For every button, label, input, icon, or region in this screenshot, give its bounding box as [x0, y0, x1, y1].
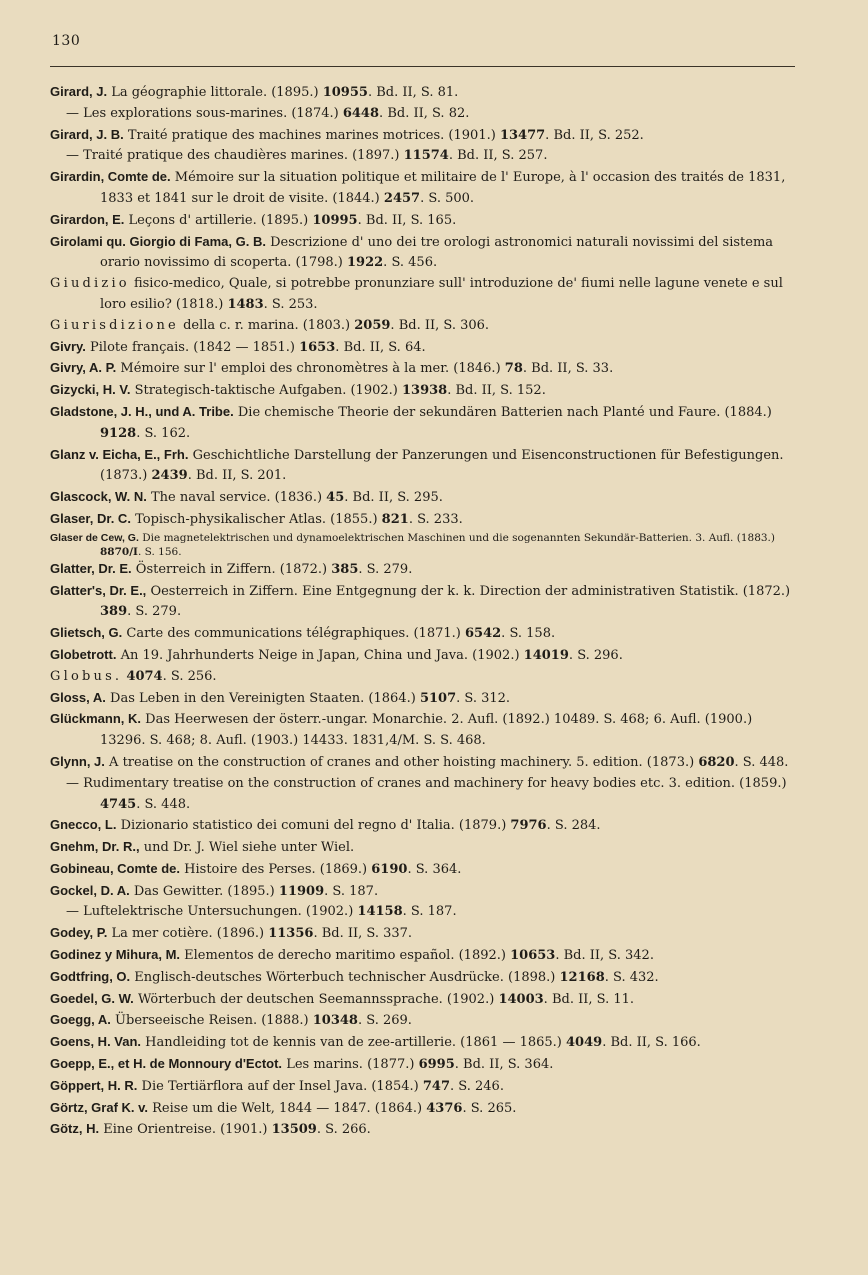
entry-catalog-number: 4049: [566, 1035, 603, 1051]
bibliography-entry: Glynn, J. A treatise on the construction of cranes and other hoisting machinery. 5. edition. (1873.) 6820. S. 448.: [50, 753, 789, 770]
entry-catalog-number: 6190: [371, 861, 408, 877]
entry-catalog-number: 13938: [401, 383, 448, 399]
entry-title: della c. r. marina. (1803.): [183, 317, 351, 333]
entry-title: Les marins. (1877.): [286, 1057, 415, 1073]
entry-catalog-number: 4074: [126, 668, 163, 684]
entry-title: Traité pratique des machines marines motrices. (1901.): [127, 127, 496, 143]
entry-author: Glückmann, K.: [50, 711, 142, 727]
entry-title: Reise um die Welt, 1844 — 1847. (1864.): [152, 1100, 423, 1116]
entry-author: Glaser de Cew, G.: [50, 531, 139, 544]
bibliography-entry: Girardin, Comte de. Mémoire sur la situation politique et militaire de l' Europe, à l' occasion des traités de 1831, 1833 et 1841 sur le droit de visite. (1844.) 2457. S. 500.: [50, 169, 786, 206]
entry-reference: S. 187.: [410, 904, 457, 920]
bibliography-entry: Glanz v. Eicha, E., Frh. Geschichtliche Darstellung der Panzerungen und Eisenconstructionen für Befestigungen. (1873.) 2439. Bd. II, S. 201.: [50, 446, 784, 484]
entry-reference: Bd. II, S. 166.: [610, 1035, 701, 1051]
entry-title: Die Tertiärflora auf der Insel Java. (1854.): [141, 1078, 419, 1094]
bibliography-entry: — Rudimentary treatise on the construction of cranes and machinery for heavy bodies etc. 3. edition. (1859.) 4745. S. 448.: [50, 774, 800, 816]
entry-author: Godey, P.: [50, 925, 108, 941]
entry-author: Giudizio: [50, 276, 130, 292]
entry-reference: Bd. II, S. 342.: [563, 948, 654, 964]
entry-catalog-number: 1922: [346, 255, 384, 271]
entry-author: Gnehm, Dr. R.,: [50, 839, 140, 855]
entry-author: Girard, J.: [50, 84, 108, 99]
entry-author: —: [66, 148, 79, 164]
bibliography-entry: Goepp, E., et H. de Monnoury d'Ectot. Les marins. (1877.) 6995. Bd. II, S. 364.: [50, 1056, 554, 1073]
entry-title: Leçons d' artillerie. (1895.): [128, 212, 309, 228]
bibliography-entry: Gobineau, Comte de. Histoire des Perses. (1869.) 6190. S. 364.: [50, 860, 462, 877]
bibliography-entry: Glaser, Dr. C. Topisch-physikalischer Atlas. (1855.) 821. S. 233.: [50, 510, 463, 527]
entry-reference: Bd. II, S. 295.: [352, 490, 443, 506]
entry-reference: S. 269.: [366, 1013, 412, 1029]
entry-title: Die chemische Theorie der sekundären Batterien nach Planté und Faure. (1884.): [237, 404, 772, 420]
entry-reference: S. 456.: [391, 255, 438, 271]
entry-catalog-number: 8870/I: [100, 545, 138, 558]
bibliography-entry: Godey, P. La mer cotière. (1896.) 11356. Bd. II, S. 337.: [50, 925, 413, 942]
entry-title: La mer cotière. (1896.): [111, 926, 265, 942]
entry-author: Gladstone, J. H., und A. Tribe.: [50, 403, 234, 419]
entry-author: Gockel, D. A.: [50, 882, 130, 898]
entry-title: Handleiding tot de kennis van de zee-artillerie. (1861 — 1865.): [145, 1035, 562, 1051]
entry-title: Carte des communications télégraphiques. (1871.): [126, 626, 461, 642]
entry-title: The naval service. (1836.): [150, 490, 323, 506]
entry-author: Girardon, E.: [50, 211, 125, 227]
entry-catalog-number: 10995: [312, 212, 358, 228]
bibliography-entry: Girardon, E. Leçons d' artillerie. (1895.) 10995. Bd. II, S. 165.: [50, 211, 457, 228]
entry-title: Mémoire sur l' emploi des chronomètres à la mer. (1846.): [120, 361, 501, 377]
entry-reference: S. 279.: [135, 604, 182, 620]
entry-catalog-number: 389: [100, 604, 128, 620]
entry-catalog-number: 13509: [271, 1122, 317, 1138]
bibliography-entry: Götz, H. Eine Orientreise. (1901.) 13509. S. 266.: [50, 1121, 371, 1138]
entry-author: Godinez y Mihura, M.: [50, 947, 181, 963]
header-rule: [50, 66, 795, 67]
entry-reference: Bd. II, S. 257.: [457, 148, 548, 164]
entry-author: Glynn, J.: [50, 753, 105, 769]
entry-catalog-number: 7976: [510, 818, 547, 834]
entry-author: —: [66, 105, 79, 121]
entry-reference: Bd. II, S. 252.: [553, 127, 644, 143]
entry-title: Dizionario statistico dei comuni del regno d' Italia. (1879.): [120, 818, 507, 834]
entry-catalog-number: 9128: [100, 425, 137, 441]
bibliography-entry: Girolami qu. Giorgio di Fama, G. B. Descrizione d' uno dei tre orologi astronomici naturali novissimi del sistema orario novissimo di scoperta. (1798.) 1922. S. 456.: [50, 233, 774, 271]
entry-reference: S. 158.: [509, 626, 556, 642]
entry-reference: S. 500.: [428, 190, 475, 206]
bibliography-entry: Globus. 4074. S. 256.: [50, 668, 217, 684]
entry-author: Glascock, W. N.: [50, 489, 147, 505]
entry-title: Les explorations sous-marines. (1874.): [83, 105, 339, 121]
entry-catalog-number: 14019: [523, 647, 569, 663]
entry-author: Gobineau, Comte de.: [50, 860, 181, 876]
entry-catalog-number: 6995: [418, 1057, 455, 1073]
entry-catalog-number: 747: [422, 1078, 451, 1094]
entry-author: Gloss, A.: [50, 689, 106, 705]
entry-catalog-number: 1483: [227, 296, 264, 312]
bibliography-entry: Gizycki, H. V. Strategisch-taktische Aufgaben. (1902.) 13938. Bd. II, S. 152.: [50, 382, 546, 399]
entry-reference: S. 187.: [332, 883, 379, 899]
bibliography-entry: — Les explorations sous-marines. (1874.) 6448. Bd. II, S. 82.: [50, 104, 800, 125]
entry-reference: S. 253.: [271, 296, 318, 312]
bibliography-entry: Goedel, G. W. Wörterbuch der deutschen Seemannssprache. (1902.) 14003. Bd. II, S. 11.: [50, 990, 635, 1007]
entry-title: Wörterbuch der deutschen Seemannssprache. (1902.): [137, 991, 495, 1007]
entry-reference: Bd. II, S. 81.: [376, 85, 459, 100]
entry-title: An 19. Jahrhunderts Neige in Japan, China und Java. (1902.): [120, 647, 520, 663]
bibliography-entry: Giurisdizione della c. r. marina. (1803.) 2059. Bd. II, S. 306.: [50, 317, 490, 333]
entry-catalog-number: 1653: [299, 339, 336, 355]
entry-catalog-number: 13477: [499, 127, 546, 143]
entry-reference: S. 266.: [325, 1122, 371, 1138]
entry-reference: Bd. II, S. 201.: [195, 468, 287, 484]
entry-reference: S. 233.: [417, 511, 463, 527]
entry-author: Globus.: [50, 668, 123, 684]
entry-reference: Bd. II, S. 82.: [387, 105, 470, 121]
entry-catalog-number: 14158: [357, 904, 403, 920]
entry-author: Glatter, Dr. E.: [50, 560, 132, 576]
bibliography-entry: — Traité pratique des chaudières marines. (1897.) 11574. Bd. II, S. 257.: [50, 146, 800, 167]
entry-author: Godtfring, O.: [50, 968, 131, 984]
bibliography-entry: Givry. Pilote français. (1842 — 1851.) 1653. Bd. II, S. 64.: [50, 338, 426, 355]
entry-author: Göppert, H. R.: [50, 1077, 138, 1093]
entry-author: —: [66, 775, 79, 791]
entry-reference: Bd. II, S. 152.: [455, 383, 546, 399]
entry-reference: S. 279.: [366, 561, 413, 577]
entry-author: Goedel, G. W.: [50, 990, 134, 1006]
bibliography-entry: Girard, J. La géographie littorale. (1895.) 10955. Bd. II, S. 81.: [50, 84, 459, 100]
entry-reference: S. 468.: [440, 733, 486, 749]
bibliography-entry: Glaser de Cew, G. Die magnetelektrischen und dynamoelektrischen Maschinen und die sogenannten Sekundär-Batterien. 3. Aufl. (1883.) 8870/I. S. 156.: [50, 531, 775, 558]
entry-catalog-number: 11356: [268, 926, 314, 942]
bibliography-entry: Göppert, H. R. Die Tertiärflora auf der Insel Java. (1854.) 747. S. 246.: [50, 1077, 504, 1094]
entry-title: Österreich in Ziffern. (1872.): [135, 561, 328, 577]
entry-author: Girolami qu. Giorgio di Fama, G. B.: [50, 233, 266, 249]
entry-author: Görtz, Graf K. v.: [50, 1099, 148, 1115]
entry-reference: Bd. II, S. 306.: [398, 317, 490, 333]
bibliography-entry: Glietsch, G. Carte des communications télégraphiques. (1871.) 6542. S. 158.: [50, 625, 556, 642]
entry-catalog-number: 385: [331, 561, 359, 577]
entry-reference: S. 246.: [458, 1078, 504, 1094]
entry-catalog-number: 4376: [426, 1100, 463, 1116]
bibliography-entry: Gloss, A. Das Leben in den Vereinigten Staaten. (1864.) 5107. S. 312.: [50, 689, 511, 706]
entry-title: Englisch-deutsches Wörterbuch technischer Ausdrücke. (1898.): [134, 969, 556, 985]
entry-author: Gizycki, H. V.: [50, 382, 131, 398]
entry-catalog-number: 6820: [698, 754, 735, 770]
entry-catalog-number: 11574: [403, 148, 449, 164]
entry-catalog-number: 5107: [419, 690, 457, 706]
entry-title: Die magnetelektrischen und dynamoelektrischen Maschinen und die sogenannten Sekundär-Batterien. 3. Aufl. (1883.): [142, 531, 775, 544]
bibliography-entry: Gnecco, L. Dizionario statistico dei comuni del regno d' Italia. (1879.) 7976. S. 284.: [50, 817, 601, 834]
entry-title: Überseeische Reisen. (1888.): [115, 1013, 309, 1029]
entry-title: Oesterreich in Ziffern. Eine Entgegnung der k. k. Direction der administrativen Statistik. (1872.): [150, 583, 791, 599]
bibliography-entry: Gladstone, J. H., und A. Tribe. Die chemische Theorie der sekundären Batterien nach Planté und Faure. (1884.) 9128. S. 162.: [50, 403, 772, 441]
entry-title: Das Leben in den Vereinigten Staaten. (1864.): [110, 690, 416, 706]
entry-catalog-number: 10955: [322, 85, 368, 100]
entry-catalog-number: 2059: [354, 317, 391, 333]
bibliography-entry: Görtz, Graf K. v. Reise um die Welt, 1844 — 1847. (1864.) 4376. S. 265.: [50, 1099, 517, 1116]
entry-title: und Dr. J. Wiel siehe unter Wiel.: [143, 840, 355, 856]
entry-catalog-number: 4745: [100, 796, 137, 812]
entry-reference: Bd. II, S. 364.: [463, 1057, 554, 1073]
entry-author: Glaser, Dr. C.: [50, 510, 131, 526]
entry-reference: S. 265.: [470, 1100, 517, 1116]
entry-reference: S. 162.: [144, 425, 191, 441]
entry-title: Das Gewitter. (1895.): [133, 883, 275, 899]
entry-title: Elementos de derecho maritimo español. (1892.): [184, 948, 506, 964]
entry-author: Globetrott.: [50, 646, 117, 662]
entry-title: Descrizione d' uno dei tre orologi astronomici naturali novissimi del sistema orario novissimo di scoperta. (1798.): [100, 234, 774, 271]
entry-author: Goegg, A.: [50, 1012, 111, 1028]
entry-reference: S. 448.: [742, 754, 789, 770]
entry-title: Pilote français. (1842 — 1851.): [90, 339, 295, 355]
bibliography-entry: Glatter's, Dr. E., Oesterreich in Ziffern. Eine Entgegnung der k. k. Direction der administrativen Statistik. (1872.) 389. S. 279.: [50, 582, 791, 620]
entry-reference: Bd. II, S. 337.: [321, 926, 413, 942]
bibliography-entry: [50, 709, 800, 752]
entry-title: Das Heerwesen der österr.-ungar. Monarchie. 2. Aufl. (1892.) 10489. S. 468; 6. Aufl. (1900.) 13296. S. 468; 8. Aufl. (1903.) 14433. 1831,4/M. S.: [100, 712, 753, 749]
entry-catalog-number: 45: [326, 490, 345, 506]
entry-reference: S. 284.: [554, 818, 601, 834]
entry-reference: S. 364.: [415, 861, 462, 877]
entry-catalog-number: 78: [504, 361, 523, 377]
entry-author: Goens, H. Van.: [50, 1034, 142, 1050]
entry-catalog-number: 2439: [151, 468, 188, 484]
entry-reference: S. 312.: [464, 690, 511, 706]
entry-title: fisico-medico, Quale, si potrebbe pronunziare sull' introduzione de' fiumi nelle lagune venete e sul loro esilio? (1818.): [100, 276, 783, 312]
bibliography-entry: Globetrott. An 19. Jahrhunderts Neige in Japan, China und Java. (1902.) 14019. S. 296.: [50, 646, 623, 663]
entry-author: Glanz v. Eicha, E., Frh.: [50, 446, 189, 462]
entry-reference: S. 156.: [144, 545, 182, 558]
entry-catalog-number: 2457: [383, 190, 421, 206]
entry-title: Topisch-physikalischer Atlas. (1855.): [135, 511, 378, 527]
entry-author: Givry.: [50, 338, 86, 354]
bibliography-entry: Gockel, D. A. Das Gewitter. (1895.) 11909. S. 187.: [50, 882, 379, 899]
entry-title: Geschichtliche Darstellung der Panzerungen und Eisenconstructionen für Befestigungen. (1873.): [100, 447, 784, 484]
entry-reference: S. 448.: [144, 796, 191, 812]
entry-reference: S. 256.: [170, 668, 217, 684]
bibliography-entry: Goens, H. Van. Handleiding tot de kennis van de zee-artillerie. (1861 — 1865.) 4049. Bd. II, S. 166.: [50, 1034, 701, 1051]
bibliography-entry: Godtfring, O. Englisch-deutsches Wörterbuch technischer Ausdrücke. (1898.) 12168. S. 432.: [50, 968, 659, 985]
entry-title: Histoire des Perses. (1869.): [184, 861, 368, 877]
entry-author: Götz, H.: [50, 1121, 100, 1137]
entry-author: Girardin, Comte de.: [50, 169, 171, 185]
bibliography-entry: — Luftelektrische Untersuchungen. (1902.) 14158. S. 187.: [50, 902, 800, 923]
entry-catalog-number: 6448: [342, 105, 380, 121]
bibliography-entry: Givry, A. P. Mémoire sur l' emploi des chronomètres à la mer. (1846.) 78. Bd. II, S. 33.: [50, 360, 614, 377]
entry-reference: Bd. II, S. 11.: [551, 991, 635, 1007]
bibliography-entry: Girard, J. B. Traité pratique des machines marines motrices. (1901.) 13477. Bd. II, S. 252.: [50, 126, 644, 143]
entry-title: A treatise on the construction of cranes and other hoisting machinery. 5. edition. (1873.): [109, 754, 695, 770]
bibliography-entry: Glatter, Dr. E. Österreich in Ziffern. (1872.) 385. S. 279.: [50, 560, 413, 577]
entry-author: Gnecco, L.: [50, 817, 117, 833]
entry-title: Traité pratique des chaudières marines. (1897.): [83, 148, 400, 164]
entry-author: Glatter's, Dr. E.,: [50, 582, 147, 598]
entry-author: Girard, J. B.: [50, 126, 124, 142]
bibliography-entry: Giudizio fisico-medico, Quale, si potrebbe pronunziare sull' introduzione de' fiumi nelle lagune venete e sul loro esilio? (1818.) 1483. S. 253.: [50, 276, 783, 312]
entry-author: —: [66, 904, 79, 920]
entry-author: Goepp, E., et H. de Monnoury d'Ectot.: [50, 1056, 283, 1072]
bibliography-list: [50, 82, 800, 1141]
entry-title: Strategisch-taktische Aufgaben. (1902.): [134, 383, 398, 399]
entry-catalog-number: 10348: [312, 1013, 358, 1029]
bibliography-entry: Glascock, W. N. The naval service. (1836.) 45. Bd. II, S. 295.: [50, 489, 443, 506]
entry-catalog-number: 10653: [510, 948, 556, 964]
bibliography-entry: Goegg, A. Überseeische Reisen. (1888.) 10348. S. 269.: [50, 1012, 412, 1029]
bibliography-entry: Godinez y Mihura, M. Elementos de derecho maritimo español. (1892.) 10653. Bd. II, S. 342.: [50, 947, 654, 964]
entry-catalog-number: 11909: [278, 883, 325, 899]
entry-title: Rudimentary treatise on the construction of cranes and machinery for heavy bodies etc. 3. edition. (1859.): [83, 775, 787, 791]
entry-catalog-number: 14003: [498, 991, 544, 1007]
entry-author: Glietsch, G.: [50, 625, 123, 641]
entry-reference: Bd. II, S. 33.: [531, 361, 614, 377]
entry-title: Eine Orientreise. (1901.): [103, 1122, 268, 1138]
bibliography-entry: [50, 837, 800, 859]
entry-author: Givry, A. P.: [50, 360, 117, 376]
entry-title: Mémoire sur la situation politique et militaire de l' Europe, à l' occasion des traités de 1831, 1833 et 1841 sur le droit de visite. (1844.): [100, 170, 786, 206]
entry-title: La géographie littorale. (1895.): [111, 85, 319, 100]
entry-reference: Bd. II, S. 64.: [343, 339, 426, 355]
entry-catalog-number: 821: [381, 511, 409, 527]
page-number: 130: [52, 33, 81, 49]
entry-catalog-number: 12168: [559, 969, 605, 985]
entry-title: Luftelektrische Untersuchungen. (1902.): [83, 904, 354, 920]
entry-reference: Bd. II, S. 165.: [365, 212, 457, 228]
entry-catalog-number: 6542: [464, 626, 502, 642]
entry-author: Giurisdizione: [50, 317, 179, 333]
entry-reference: S. 432.: [613, 969, 659, 985]
entry-reference: S. 296.: [577, 647, 623, 663]
